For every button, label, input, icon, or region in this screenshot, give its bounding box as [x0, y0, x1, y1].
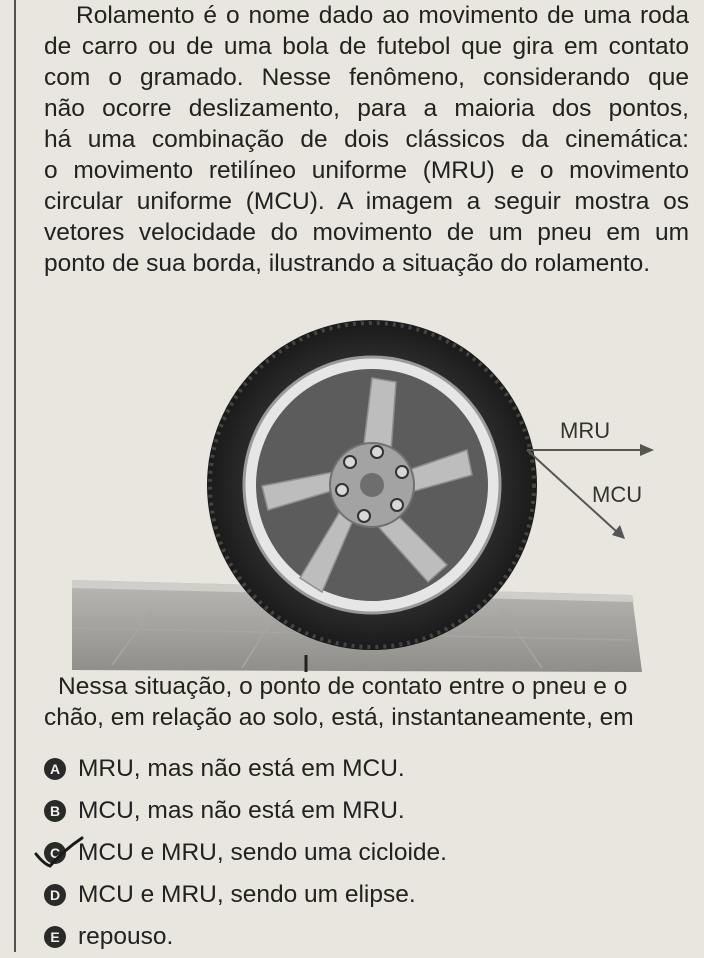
- question-stem: [44, 671, 684, 733]
- option-text: repouso.: [78, 923, 174, 950]
- paragraph-line: Rolamento é o nome dado ao movimento de uma roda: [76, 2, 689, 29]
- paragraph-line: com o gramado. Nesse fenômeno, considerando que: [44, 64, 689, 91]
- paragraph-line: há uma combinação de dois clássicos da cinemática:: [44, 126, 689, 153]
- mru-vector-arrow: [527, 444, 654, 456]
- page-margin-rule: [14, 0, 16, 952]
- answer-options: [44, 748, 684, 958]
- intro-paragraph: [44, 0, 689, 279]
- tire-figure: [72, 310, 672, 680]
- option-letter-badge: D: [44, 884, 66, 906]
- paragraph-line: vetores velocidade do movimento de um pneu em um: [44, 219, 689, 246]
- option-text: MCU, mas não está em MRU.: [78, 797, 405, 824]
- option-letter-badge: A: [44, 758, 66, 780]
- paragraph-line: não ocorre deslizamento, para a maioria dos pontos,: [44, 95, 689, 122]
- paragraph-line: o movimento retilíneo uniforme (MRU) e o movimento: [44, 157, 689, 184]
- mru-label: MRU: [560, 418, 611, 443]
- option-letter-badge: B: [44, 800, 66, 822]
- option-b[interactable]: [44, 790, 684, 832]
- tire-illustration: [72, 310, 672, 680]
- paragraph-line: de carro ou de uma bola de futebol que gira em contato: [44, 33, 689, 60]
- paragraph-line: circular uniforme (MCU). A imagem a seguir mostra os: [44, 188, 689, 215]
- question-line: Nessa situação, o ponto de contato entre o pneu e o: [58, 673, 628, 700]
- mcu-label: MCU: [592, 482, 643, 507]
- paragraph-line: ponto de sua borda, ilustrando a situação do rolamento.: [44, 250, 651, 277]
- wheel-hub: [330, 443, 414, 527]
- question-line: chão, em relação ao solo, está, instantaneamente, em: [44, 704, 634, 731]
- option-text: MRU, mas não está em MCU.: [78, 755, 405, 782]
- option-text: MCU e MRU, sendo uma cicloide.: [78, 839, 447, 866]
- option-letter-badge: E: [44, 926, 66, 948]
- option-text: MCU e MRU, sendo um elipse.: [78, 881, 416, 908]
- option-d[interactable]: [44, 874, 684, 916]
- option-c[interactable]: [44, 832, 684, 874]
- option-letter-badge: C: [44, 842, 66, 864]
- option-a[interactable]: [44, 748, 684, 790]
